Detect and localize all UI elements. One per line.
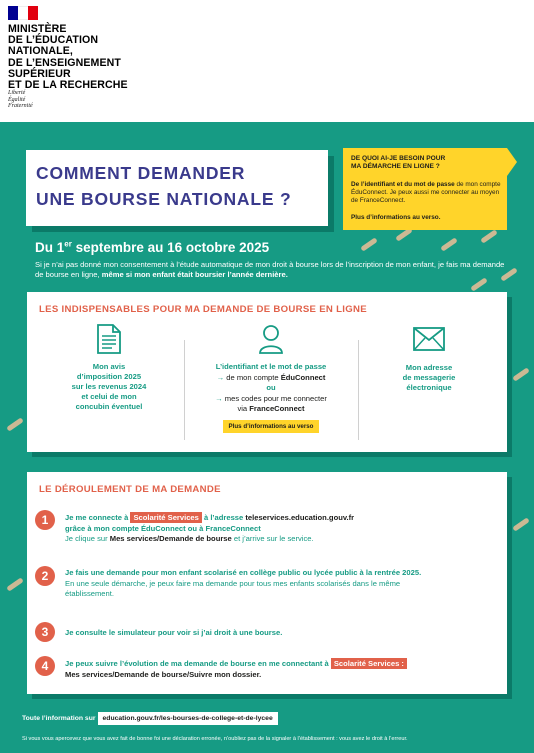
decorative-dash [360, 237, 378, 251]
decorative-dash [6, 577, 24, 591]
email-text: Mon adresse de messagerie électronique [402, 363, 456, 392]
application-dates: Du 1er septembre au 16 octobre 2025 [35, 239, 270, 255]
step-1 [35, 510, 495, 554]
decorative-dash [512, 517, 530, 531]
decorative-dash [480, 229, 498, 243]
user-icon [258, 324, 284, 354]
essentials-heading: LES INDISPENSABLES POUR MA DEMANDE DE BOURSE EN LIGNE [39, 304, 367, 315]
teleservices-url[interactable]: teleservices.education.gouv.fr [245, 513, 355, 522]
scolarite-services-tag: Scolarité Services [130, 512, 201, 523]
essential-email [359, 324, 499, 393]
credentials-educonnect: → de mon compte ÉduConnect [216, 372, 326, 382]
footer-note: Si vous vous apercevez que vous avez fait de bonne foi une déclaration erronée, n’oubliez pas de la signaler à l’établissement : vous avez le droit à l’erreur. [22, 736, 408, 742]
credentials-or: ou [266, 383, 276, 392]
intro-text: Si je n’ai pas donné mon consentement à l’étude automatique de mon droit à bourse lors de l’inscription de mon enfant, je fais ma demande de bourse en ligne, même si mon enfant était boursier l’année dernière. [35, 260, 505, 279]
step-text: Je fais une demande pour mon enfant scolarisé en collège public ou lycée public à la rentrée 2025. En une seule démarche, je peux faire ma demande pour tous mes enfants scolarisés dans le même établissement. [65, 568, 422, 598]
footer-info: Toute l’information sur education.gouv.fr/les-bourses-de-college-et-de-lycee [22, 712, 278, 725]
tax-notice-text: Mon avis d’imposition 2025 sur les revenus 2024 et celui de mon concubin éventuel [71, 362, 147, 411]
step-text: Je peux suivre l’évolution de ma demande de bourse en me connectant à Scolarité Services : Mes services/Demande de bourse/Suivre mon dossier. [65, 658, 495, 680]
ministry-name: MINISTÈRE DE L’ÉDUCATION NATIONALE, DE L’ENSEIGNEMENT SUPÉRIEUR ET DE LA RECHERCHE [8, 23, 128, 92]
credentials-codes: → mes codes pour me connecter [215, 393, 327, 403]
callout-text: De l’identifiant et du mot de passe de mon compte ÉduConnect. Je peux aussi me connecter au moyen de FranceConnect. [351, 181, 501, 204]
french-flag-logo [8, 6, 38, 20]
scolarite-services-tag: Scolarité Services : [331, 658, 407, 669]
step-4 [35, 656, 495, 686]
step-2 [35, 566, 495, 608]
step-3 [35, 622, 495, 642]
credentials-franceconnect: via FranceConnect [237, 404, 305, 413]
envelope-icon [413, 327, 445, 351]
step-number: 1 [35, 510, 55, 530]
step-text: Je consulte le simulateur pour voir si j’ai droit à une bourse. [65, 628, 283, 637]
callout-more-info: Plus d’informations au verso. [351, 214, 441, 221]
credentials-title: L’identifiant et le mot de passe [215, 362, 327, 371]
essential-credentials [185, 324, 357, 433]
page-title: COMMENT DEMANDER UNE BOURSE NATIONALE ? [36, 163, 292, 209]
more-info-button[interactable]: Plus d’informations au verso [223, 420, 320, 433]
callout-arrow [507, 148, 517, 176]
essentials-card [27, 292, 507, 452]
callout-title: DE QUOI AI-JE BESOIN POUR MA DÉMARCHE EN LIGNE ? [351, 155, 446, 170]
step-number: 4 [35, 656, 55, 676]
green-panel [0, 122, 534, 753]
essential-tax-notice [35, 324, 183, 412]
decorative-dash [440, 237, 458, 251]
republic-motto: Liberté Égalité Fraternité [8, 90, 33, 109]
step-text: Je me connecte à Scolarité Services à l’adresse teleservices.education.gouv.fr grâce à mon compte ÉduConnect ou à FranceConnect Je clique sur Mes services/Demande de bourse et j’arrive sur le service. [65, 513, 355, 543]
process-card [27, 472, 507, 694]
step-number: 3 [35, 622, 55, 642]
requirements-callout [343, 148, 507, 230]
header [0, 0, 534, 122]
decorative-dash [512, 367, 530, 381]
step-number: 2 [35, 566, 55, 586]
title-box [26, 150, 328, 226]
footer-url[interactable]: education.gouv.fr/les-bourses-de-college-et-de-lycee [98, 712, 278, 725]
decorative-dash [6, 417, 24, 431]
process-heading: LE DÉROULEMENT DE MA DEMANDE [39, 484, 221, 495]
document-icon [96, 324, 122, 354]
